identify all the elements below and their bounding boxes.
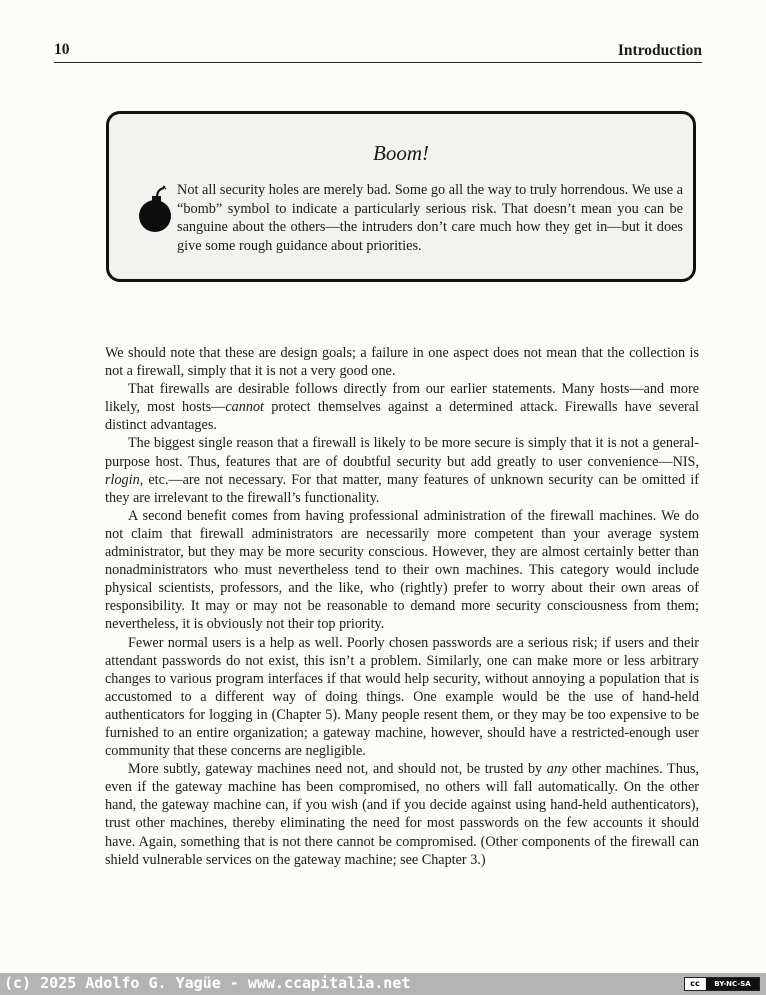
boom-title: Boom! xyxy=(373,141,429,165)
body-text xyxy=(105,344,699,869)
paragraph: A second benefit comes from having professional administration of the firewall machines. We do not claim that firewall administrators are necessarily more competent than your average system administrator, but they may be more security conscious. However, they are almost certainly better than nonadministrators who must nevertheless tend to their own machines. This category would include physical scientists, professors, and the like, who (rightly) prefer to worry about their own areas of responsibility. It may or may not be reasonable to demand more security consciousness from them; nevertheless, it is obviously not their top priority. xyxy=(105,507,699,633)
paragraph: We should note that these are design goals; a failure in one aspect does not mean that the collection is not a firewall, simply that it is not a very good one. xyxy=(105,345,699,380)
boom-text xyxy=(127,181,683,255)
emphasis: any xyxy=(546,761,568,778)
paragraph: Fewer normal users is a help as well. Poorly chosen passwords are a serious risk; if users and their attendant passwords do not exist, this isn’t a problem. Similarly, one can make more or less arbitrary changes to various program interfaces if that would help security, without annoying a population that is accustomed to a different way of doing things. One example would be the use of hand-held authenticators for logging in (Chapter 5). Many people resent them, or they may be too expensive to be furnished to an entire organization; a gateway machine, however, should have a restricted-enough user community that these concerns are negligible. xyxy=(105,634,699,760)
paragraph: More subtly, gateway machines need not, and should not, be trusted by any other machines. Thus, even if the gateway machine has been compromised, no others will fall automatically. On the other hand, the gateway machine can, if you wish (and if you decide against using hand-held authenticators), trust other machines, thereby eliminating the need for most passwords on the few accounts it should have. Again, something that is not there cannot be compromised. (Other components of the firewall can shield vulnerable services on the gateway machine; see Chapter 3.) xyxy=(105,761,699,868)
paragraph: That firewalls are desirable follows directly from our earlier statements. Many hosts—and more likely, most hosts—cannot protect themselves against a determined attack. Firewalls have several distinct advantages. xyxy=(105,381,699,434)
emphasis: cannot xyxy=(225,399,264,416)
page-number: 10 xyxy=(54,41,70,58)
cc-icon: cc xyxy=(685,978,705,990)
page-header xyxy=(54,40,702,63)
running-title: Introduction xyxy=(617,42,702,59)
boom-callout-box xyxy=(106,111,696,282)
emphasis: rlogin xyxy=(105,471,140,488)
boom-text-content: Not all security holes are merely bad. Some go all the way to truly horrendous. We use a “bomb” symbol to indicate a particularly serious risk. That doesn’t mean you can be sanguine about the others—the intruders don’t care much how they get in—but it does give some rough guidance about priorities. xyxy=(177,182,683,254)
cc-license-badge xyxy=(684,977,760,991)
paragraph: The biggest single reason that a firewall is likely to be more secure is simply that it is not a general-purpose host. Thus, features that are of doubtful security but add greatly to user convenience—NIS, rlogin, etc.—are not necessary. For that matter, many features of unknown security can be omitted if they are irrelevant to the firewall’s functionality. xyxy=(105,435,699,506)
footer-credit: (c) 2025 Adolfo G. Yagüe - www.ccapitalia.net xyxy=(4,974,411,992)
footer-watermark-bar xyxy=(0,973,766,995)
license-label: BY-NC-SA xyxy=(706,978,759,990)
